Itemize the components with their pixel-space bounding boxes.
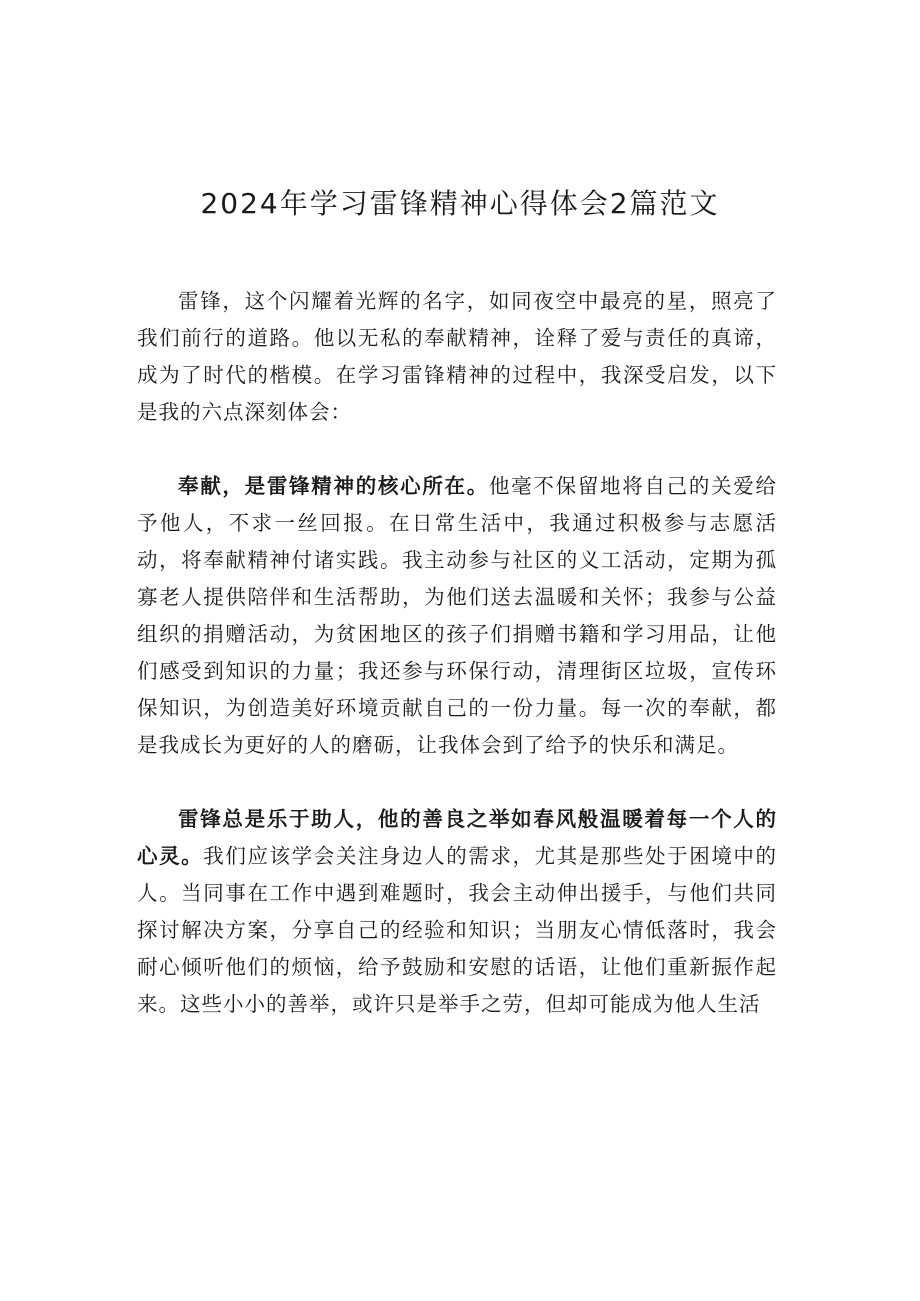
paragraph-text: 我们应该学会关注身边人的需求，尤其是那些处于困境中的人。当同事在工作中遇到难题时，我会主动伸出援手，与他们共同探讨解决方案，分享自己的经验和知识；当朋友心情低落时，我会耐心倾听他们的烦恼，给予鼓励和安慰的话语，让他们重新振作起来。这些小小的善举，或许只是举手之劳，但却可能成为他人生活 <box>137 844 778 1016</box>
paragraph-dedication <box>137 468 777 764</box>
paragraph-intro <box>137 283 777 431</box>
document-body <box>137 283 777 1060</box>
paragraph-text: 他毫不保留地将自己的关爱给予他人，不求一丝回报。在日常生活中，我通过积极参与志愿活动，将奉献精神付诸实践。我主动参与社区的义工活动，定期为孤寡老人提供陪伴和生活帮助，为他们送去温暖和关怀；我参与公益组织的捐赠活动，为贫困地区的孩子们捐赠书籍和学习用品，让他们感受到知识的力量；我还参与环保行动，清理街区垃圾，宣传环保知识，为创造美好环境贡献自己的一份力量。每一次的奉献，都是我成长为更好的人的磨砺，让我体会到了给予的快乐和满足。 <box>137 474 778 757</box>
paragraph-lead: 雷锋总是乐于助人，他的善良之举如春风般温暖着每一个人的心灵。 <box>137 807 777 868</box>
paragraph-helping-others <box>137 801 777 1023</box>
paragraph-text: 雷锋，这个闪耀着光辉的名字，如同夜空中最亮的星，照亮了我们前行的道路。他以无私的奉献精神，诠释了爱与责任的真谛，成为了时代的楷模。在学习雷锋精神的过程中，我深受启发，以下是我的六点深刻体会： <box>137 289 777 424</box>
document-title: 2024年学习雷锋精神心得体会2篇范文 <box>200 187 720 220</box>
paragraph-lead: 奉献，是雷锋精神的核心所在。 <box>178 474 489 498</box>
